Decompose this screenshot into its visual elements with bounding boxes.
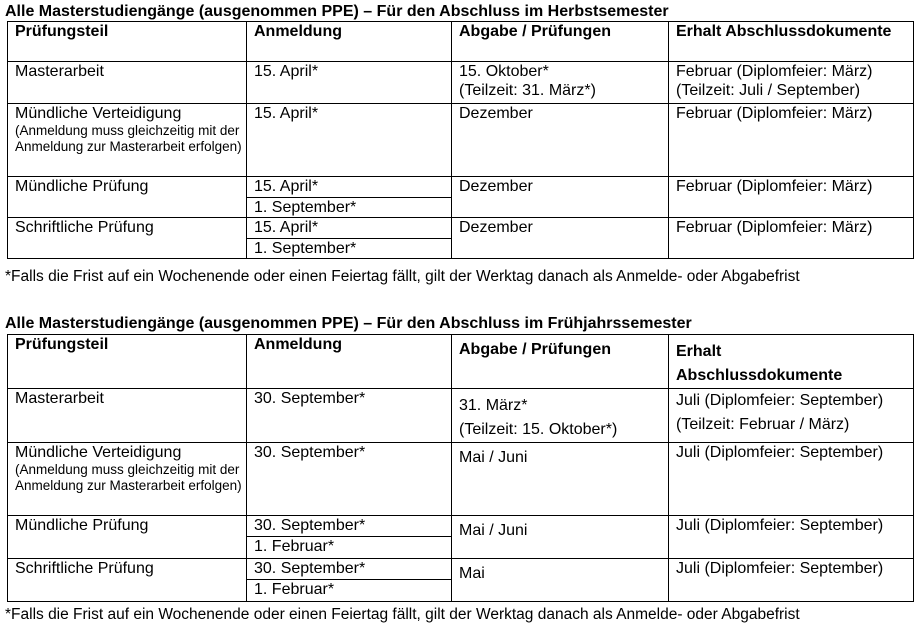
erhalt-main: Juli (Diplomfeier: September) bbox=[676, 392, 884, 409]
cell-pruefungsteil bbox=[8, 443, 247, 516]
table-row bbox=[8, 104, 914, 177]
cell-pruefungsteil: Masterarbeit bbox=[8, 389, 247, 443]
table1 bbox=[7, 21, 914, 259]
erhalt-teilzeit: (Teilzeit: Februar / März) bbox=[676, 416, 850, 433]
cell-anmeldung: 1. Februar* bbox=[247, 580, 452, 602]
cell-anmeldung: 30. September* bbox=[247, 516, 452, 537]
table-row bbox=[8, 516, 914, 537]
header-pruefungsteil: Prüfungsteil bbox=[8, 335, 247, 389]
header-anmeldung: Anmeldung bbox=[247, 335, 452, 389]
cell-pruefungsteil: Schriftliche Prüfung bbox=[8, 559, 247, 602]
cell-erhalt bbox=[669, 389, 914, 443]
header-abgabe: Abgabe / Prüfungen bbox=[452, 22, 669, 62]
cell-pruefungsteil: Mündliche Prüfung bbox=[8, 516, 247, 559]
table1-title: Alle Masterstudiengänge (ausgenommen PPE) – Für den Abschluss im Herbstsemester bbox=[5, 3, 669, 20]
cell-anmeldung: 30. September* bbox=[247, 389, 452, 443]
cell-erhalt: Februar (Diplomfeier: März) bbox=[669, 104, 914, 177]
cell-abgabe bbox=[452, 389, 669, 443]
abgabe-main: 31. März* bbox=[459, 397, 528, 414]
cell-abgabe bbox=[452, 62, 669, 104]
cell-erhalt: Februar (Diplomfeier: März) bbox=[669, 218, 914, 259]
header-erhalt bbox=[669, 335, 914, 389]
table2-title: Alle Masterstudiengänge (ausgenommen PPE) – Für den Abschluss im Frühjahrssemester bbox=[5, 315, 692, 332]
cell-abgabe: Dezember bbox=[452, 104, 669, 177]
pruefungsteil-note: (Anmeldung muss gleichzeitig mit der Anmeldung zur Masterarbeit erfolgen) bbox=[15, 462, 242, 493]
header-erhalt: Erhalt Abschlussdokumente bbox=[669, 22, 914, 62]
table-row bbox=[8, 218, 914, 239]
cell-anmeldung: 15. April* bbox=[247, 218, 452, 239]
table-row bbox=[8, 443, 914, 516]
pruefungsteil-label: Mündliche Verteidigung bbox=[15, 444, 182, 461]
cell-anmeldung: 1. Februar* bbox=[247, 537, 452, 559]
table-row bbox=[8, 559, 914, 580]
cell-abgabe: Dezember bbox=[452, 177, 669, 218]
cell-anmeldung: 15. April* bbox=[247, 62, 452, 104]
cell-abgabe: Dezember bbox=[452, 218, 669, 259]
cell-erhalt: Juli (Diplomfeier: September) bbox=[669, 516, 914, 559]
header-erhalt-line1: Erhalt bbox=[676, 343, 722, 360]
cell-pruefungsteil: Schriftliche Prüfung bbox=[8, 218, 247, 259]
cell-pruefungsteil: Masterarbeit bbox=[8, 62, 247, 104]
cell-pruefungsteil: Mündliche Prüfung bbox=[8, 177, 247, 218]
cell-anmeldung: 30. September* bbox=[247, 443, 452, 516]
table2 bbox=[7, 334, 914, 602]
table2-header-row bbox=[8, 335, 914, 389]
table-row bbox=[8, 177, 914, 198]
abgabe-main: 15. Oktober* bbox=[459, 63, 549, 80]
abgabe-teilzeit: (Teilzeit: 31. März*) bbox=[459, 82, 596, 99]
pruefungsteil-label: Mündliche Verteidigung bbox=[15, 105, 182, 122]
cell-anmeldung: 1. September* bbox=[247, 239, 452, 259]
table-row bbox=[8, 389, 914, 443]
cell-anmeldung: 15. April* bbox=[247, 104, 452, 177]
table2-footnote: *Falls die Frist auf ein Wochenende oder einen Feiertag fällt, gilt der Werktag danach als Anmelde- oder Abgabefrist bbox=[5, 606, 800, 623]
cell-anmeldung: 1. September* bbox=[247, 198, 452, 218]
cell-abgabe: Mai bbox=[452, 559, 669, 602]
cell-anmeldung: 15. April* bbox=[247, 177, 452, 198]
cell-erhalt: Februar (Diplomfeier: März) bbox=[669, 177, 914, 218]
abgabe-teilzeit: (Teilzeit: 15. Oktober*) bbox=[459, 421, 618, 438]
cell-erhalt: Juli (Diplomfeier: September) bbox=[669, 443, 914, 516]
header-erhalt-line2: Abschlussdokumente bbox=[676, 367, 843, 384]
erhalt-main: Februar (Diplomfeier: März) bbox=[676, 63, 873, 80]
pruefungsteil-note: (Anmeldung muss gleichzeitig mit der Anmeldung zur Masterarbeit erfolgen) bbox=[15, 123, 242, 154]
cell-pruefungsteil bbox=[8, 104, 247, 177]
cell-erhalt: Juli (Diplomfeier: September) bbox=[669, 559, 914, 602]
header-anmeldung: Anmeldung bbox=[247, 22, 452, 62]
table1-footnote: *Falls die Frist auf ein Wochenende oder einen Feiertag fällt, gilt der Werktag danach als Anmelde- oder Abgabefrist bbox=[5, 268, 800, 285]
header-pruefungsteil: Prüfungsteil bbox=[8, 22, 247, 62]
cell-erhalt bbox=[669, 62, 914, 104]
erhalt-teilzeit: (Teilzeit: Juli / September) bbox=[676, 82, 861, 99]
cell-abgabe: Mai / Juni bbox=[452, 516, 669, 559]
table-row bbox=[8, 62, 914, 104]
table1-header-row bbox=[8, 22, 914, 62]
header-abgabe: Abgabe / Prüfungen bbox=[452, 335, 669, 389]
cell-anmeldung: 30. September* bbox=[247, 559, 452, 580]
cell-abgabe: Mai / Juni bbox=[452, 443, 669, 516]
